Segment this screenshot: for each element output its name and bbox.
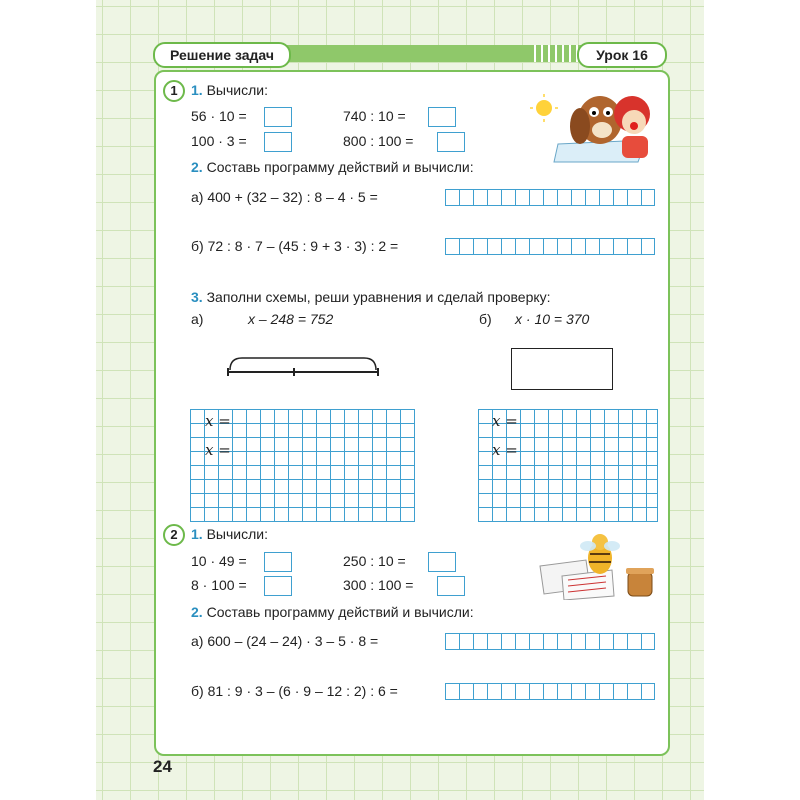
- answer-box[interactable]: [264, 576, 292, 596]
- expression: 250 : 10 =: [343, 553, 406, 569]
- answer-box[interactable]: [264, 107, 292, 127]
- task-number: 2.: [191, 159, 203, 175]
- equation-b-label: б): [479, 311, 492, 327]
- page-number: 24: [153, 757, 172, 776]
- task1-heading: [191, 525, 268, 543]
- page-header: [153, 42, 667, 66]
- expression: 300 : 100 =: [343, 577, 414, 593]
- task1-heading: [191, 81, 268, 99]
- task-number: 3.: [191, 289, 203, 305]
- segment-scheme: [226, 354, 380, 378]
- task-number: 2.: [191, 604, 203, 620]
- expression-b: б) 72 : 8 · 7 – (45 : 9 + 3 · 3) : 2 =: [191, 238, 399, 254]
- answer-box[interactable]: [264, 132, 292, 152]
- equation-a: x – 248 = 752: [248, 311, 334, 327]
- header-stripe: [263, 45, 593, 62]
- answer-cells[interactable]: [445, 683, 655, 700]
- expression: 800 : 100 =: [343, 133, 414, 149]
- expression: 740 : 10 =: [343, 108, 406, 124]
- x-label: x =: [492, 441, 518, 459]
- equation-a-label: а): [191, 311, 204, 327]
- answer-cells[interactable]: [445, 633, 655, 650]
- part-number-2: 2: [163, 524, 185, 546]
- answer-cells[interactable]: [445, 238, 655, 255]
- rectangle-scheme: [511, 348, 613, 390]
- bee-with-books-illustration: [536, 532, 660, 600]
- task3-heading: [191, 288, 551, 306]
- task2-heading: [191, 158, 474, 176]
- answer-box[interactable]: [437, 132, 465, 152]
- task-number: 1.: [191, 526, 203, 542]
- expression: 56 · 10 =: [191, 108, 247, 124]
- expression-a: а) 400 + (32 – 32) : 8 – 4 · 5 =: [191, 189, 378, 205]
- equation-b: x · 10 = 370: [515, 311, 590, 327]
- lesson-title: Урок 16: [577, 42, 667, 68]
- x-label: x =: [205, 412, 231, 430]
- dog-and-clown-illustration: [528, 82, 660, 164]
- sun-icon: [536, 100, 552, 116]
- expression: 100 · 3 =: [191, 133, 247, 149]
- x-label: x =: [205, 441, 231, 459]
- answer-box[interactable]: [428, 552, 456, 572]
- expression-b: б) 81 : 9 · 3 – (6 · 9 – 12 : 2) : 6 =: [191, 683, 398, 699]
- task-title: Составь программу действий и вычисли:: [206, 604, 474, 620]
- expression: 10 · 49 =: [191, 553, 247, 569]
- expression: 8 · 100 =: [191, 577, 247, 593]
- answer-box[interactable]: [264, 552, 292, 572]
- task2-heading: [191, 603, 474, 621]
- task-title: Вычисли:: [206, 526, 268, 542]
- task-title: Заполни схемы, реши уравнения и сделай проверку:: [206, 289, 551, 305]
- section-title: Решение задач: [153, 42, 291, 68]
- answer-box[interactable]: [437, 576, 465, 596]
- expression-a: а) 600 – (24 – 24) · 3 – 5 · 8 =: [191, 633, 379, 649]
- task-title: Составь программу действий и вычисли:: [206, 159, 474, 175]
- task-title: Вычисли:: [206, 82, 268, 98]
- part-number-1: 1: [163, 80, 185, 102]
- task-number: 1.: [191, 82, 203, 98]
- answer-box[interactable]: [428, 107, 456, 127]
- answer-cells[interactable]: [445, 189, 655, 206]
- x-label: x =: [492, 412, 518, 430]
